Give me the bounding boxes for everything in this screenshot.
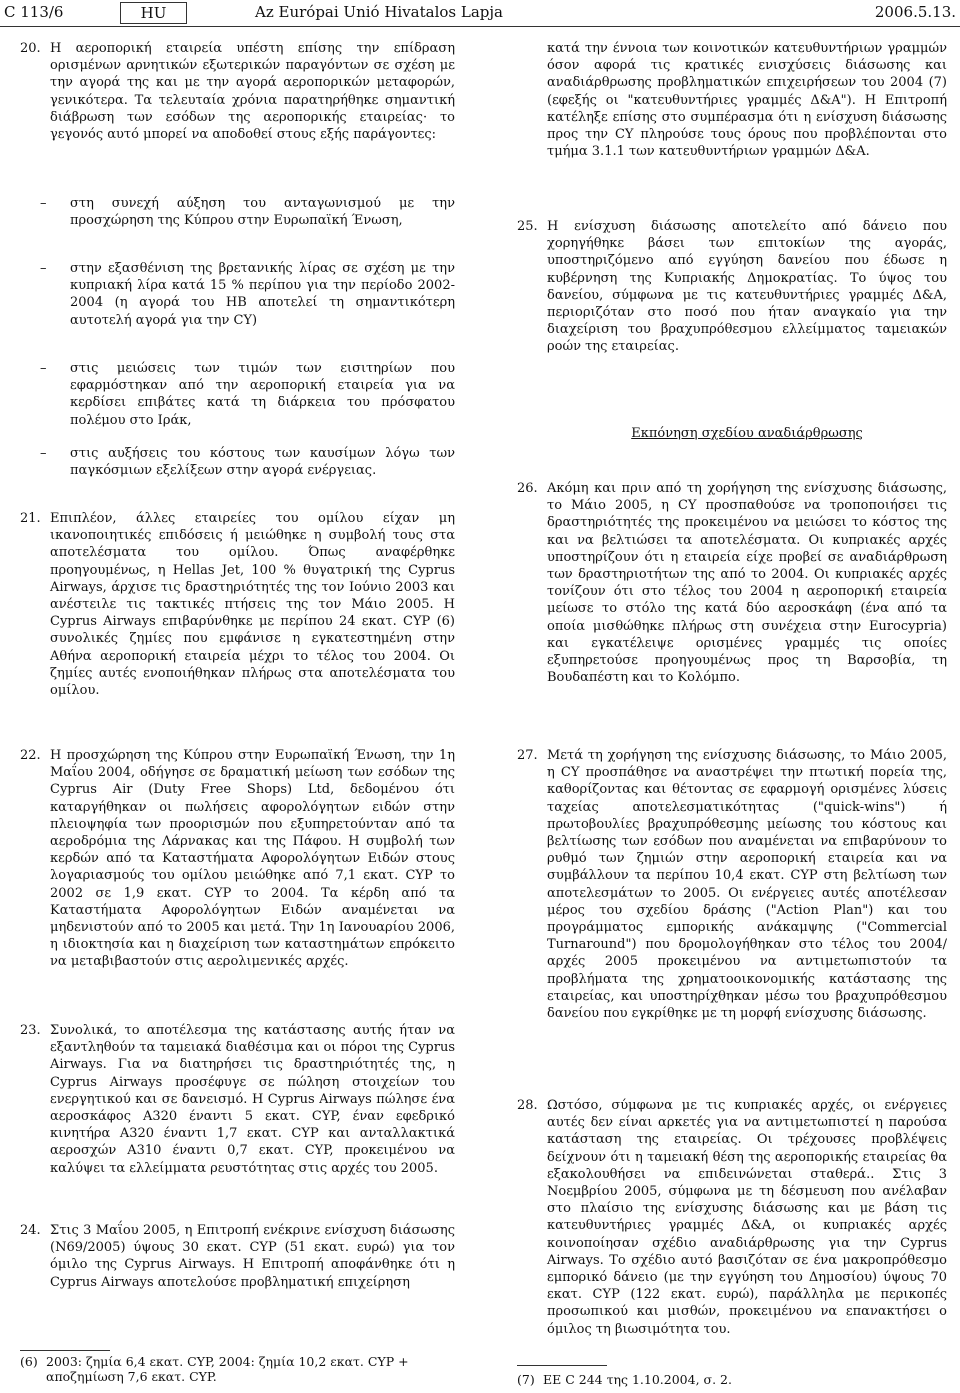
paragraph-24-continuation bbox=[517, 40, 947, 160]
dash-item bbox=[40, 195, 455, 229]
paragraph-26 bbox=[517, 480, 947, 686]
paragraph-21 bbox=[20, 510, 455, 699]
paragraph-23 bbox=[20, 1022, 455, 1177]
right-column-top bbox=[517, 40, 947, 730]
dash-mark: – bbox=[40, 446, 47, 461]
header-rule bbox=[0, 26, 960, 27]
dash-item-text: στις μειώσεις των τιμών των εισιτηρίων που εφαρμόστηκαν από την αεροπορική εταιρεία για να κερδίσει επιβάτες κατά τη διάρκεια του πρόσφατου πολέμου στο Ιράκ, bbox=[70, 361, 455, 428]
footnote-7 bbox=[517, 1372, 947, 1387]
right-column-bottom bbox=[517, 747, 947, 1347]
journal-title: Az Európai Unió Hivatalos Lapja bbox=[255, 3, 503, 21]
paragraph-number: 24. bbox=[20, 1223, 41, 1238]
paragraph-number: 27. bbox=[517, 748, 538, 763]
footnote-rule-left bbox=[20, 1350, 110, 1351]
footnote-6 bbox=[20, 1354, 455, 1384]
paragraph-28 bbox=[517, 1097, 947, 1338]
dash-item-text: στη συνεχή αύξηση του ανταγωνισμού με την προσχώρηση της Κύπρου στην Ευρωπαϊκή Ένωση, bbox=[70, 196, 455, 229]
dash-item bbox=[40, 445, 455, 479]
paragraph-number: 23. bbox=[20, 1023, 41, 1038]
paragraph-text: Η αεροπορική εταιρεία υπέστη επίσης την επίδραση ορισμένων αρνητικών εξωτερικών παραγόντων σε σχέση με την αγορά της και με την αγορά αεροπορικών μεταφορών, γενικότερα. Τα τελευταία χρόνια παρατηρήθηκε σημαντική διάβρωση των εσόδων της αεροπορικής εταιρείας· το γεγονός αυτό μπορεί να αποδοθεί στους εξής παράγοντες: bbox=[50, 41, 455, 143]
dash-item bbox=[40, 360, 455, 429]
paragraph-25 bbox=[517, 218, 947, 356]
paragraph-number: 21. bbox=[20, 511, 41, 526]
dash-item-text: στην εξασθένιση της βρετανικής λίρας σε σχέση με την κυπριακή λίρα κατά 15 % περίπου για την περίοδο 2002-2004 (η αγορά του ΗΒ αποτελεί τη σημαντικότερη αυτοτελή αγορά για την CY) bbox=[70, 261, 455, 328]
dash-mark: – bbox=[40, 261, 47, 276]
paragraph-number: 22. bbox=[20, 748, 41, 763]
series-page-number: C 113/6 bbox=[4, 3, 64, 21]
paragraph-text: Η προσχώρηση της Κύπρου στην Ευρωπαϊκή Ένωση, την 1η Μαΐου 2004, οδήγησε σε δραματική μείωση των εσόδων της Cyprus Air (Duty Free Shops) Ltd, δεδομένου ότι καταργήθηκαν οι πωλήσεις αφορολόγητων ειδών στην πλειοψηφία των προορισμών που εξυπηρετούνταν από τα αεροδρόμια της Λάρνακας και της Πάφου. Η συμβολή των κερδών από τα Καταστήματα Αφορολόγητων Ειδών στους λογαριασμούς του ομίλου μειώθηκε από 7,1 εκατ. CYP το 2002 σε 1,9 εκατ. CYP το 2004. Τα κέρδη από τα Καταστήματα Αφορολόγητων Ειδών αναμένεται να μηδενιστούν από το 2005 και μετά. Την 1η Ιανουαρίου 2006, η ιδιοκτησία και η διαχείριση των καταστημάτων επρόκειτο να μεταβιβαστούν στις αερολιμενικές αρχές. bbox=[50, 748, 455, 970]
footnote-text: 2003: ζημία 6,4 εκατ. CYP, 2004: ζημία 10,2 εκατ. CYP + αποζημίωση 7,6 εκατ. CYP. bbox=[46, 1354, 409, 1384]
paragraph-number: 26. bbox=[517, 481, 538, 496]
paragraph-number: 20. bbox=[20, 41, 41, 56]
dash-mark: – bbox=[40, 361, 47, 376]
left-column-top bbox=[20, 40, 455, 730]
footnote-marker: (7) bbox=[517, 1372, 535, 1387]
dash-item-text: στις αυξήσεις του κόστους των καυσίμων λόγω των παγκόσμιων εξελίξεων στην αγορά ενέργειας. bbox=[70, 446, 455, 479]
section-heading: Εκπόνηση σχεδίου αναδιάρθρωσης bbox=[631, 426, 863, 441]
paragraph-number: 25. bbox=[517, 219, 538, 234]
paragraph-text: Επιπλέον, άλλες εταιρείες του ομίλου είχαν μη ικανοποιητικές επιδόσεις ή μειώθηκε η συμβολή τους στα αποτελέσματα του ομίλου. Όπως αναφέρθηκε προηγουμένως, η Hellas Jet, 100 % θυγατρική της Cyprus Airways, άρχισε τις δραστηριότητές της τον Ιούνιο 2003 και ανέστειλε τις τακτικές πτήσεις της τον Μάιο 2005. Η Cyprus Airways επιβαρύνθηκε με περίπου 24 εκατ. CYP (6) συνολικές ζημίες που εμφάνισε η εγκατεστημένη στην Αθήνα αεροπορική εταιρεία μέχρι το τέλος του 2004. Οι ζημίες αυτές ενοποιήθηκαν πλήρως στα αποτελέσματα του ομίλου. bbox=[50, 511, 455, 699]
paragraph-text: Ακόμη και πριν από τη χορήγηση της ενίσχυσης διάσωσης, το Μάιο 2005, η CY προσπαθούσε να τροποποιήσει τις δραστηριότητές της προκειμένου να μειώσει το κόστος της και να βελτιώσει τα αποτελέσματα. Οι κυπριακές αρχές υποστηρίζουν ότι η εταιρεία είχε προβεί σε αναδιάρθρωση των δραστηριοτήτων της από το 2004. Οι κυπριακές αρχές τονίζουν ότι στο τέλος του 2004 η αεροπορική εταιρεία μείωσε το στόλο της κατά δύο αεροσκάφη (ένα από τα οποία μισθώθηκε πλήρως στη συνέχεια στην Eurocypria) και εγκατέλειψε ορισμένες γραμμές τις οποίες εξυπηρετούσε προηγουμένως προς τη Βαρσοβία, τη Βουδαπέστη και το Κολόμπο. bbox=[547, 481, 947, 686]
paragraph-24 bbox=[20, 1222, 455, 1291]
left-column-bottom bbox=[20, 747, 455, 1327]
footnote-rule-right bbox=[517, 1365, 607, 1366]
paragraph-22 bbox=[20, 747, 455, 971]
paragraph-text: κατά την έννοια των κοινοτικών κατευθυντήριων γραμμών όσον αφορά τις κρατικές ενισχύσεις διάσωσης και αναδιάρθρωσης προβληματικών επιχειρήσεων του 2004 (7) (εφεξής οι "κατευθυντήριες γραμμές Δ&Α"). Η Επιτροπή κατέληξε επίσης στο συμπέρασμα ότι η ενίσχυση διάσωσης προς την CY πληρούσε τους όρους που προβλέπονται στο τμήμα 3.1.1 των κατευθυντήριων γραμμών Δ&Α. bbox=[547, 41, 947, 160]
paragraph-number: 28. bbox=[517, 1098, 538, 1113]
paragraph-text: Στις 3 Μαΐου 2005, η Επιτροπή ενέκρινε ενίσχυση διάσωσης (N69/2005) ύψους 30 εκατ. CYP (51 εκατ. ευρώ) για τον όμιλο της Cyprus Airways. Η Επιτροπή αποφάνθηκε ότι η Cyprus Airways αποτελούσε προβληματική επιχείρηση bbox=[50, 1223, 455, 1290]
dash-mark: – bbox=[40, 196, 47, 211]
footnote-text: EE C 244 της 1.10.2004, σ. 2. bbox=[543, 1372, 732, 1387]
paragraph-text: Μετά τη χορήγηση της ενίσχυσης διάσωσης, το Μάιο 2005, η CY προσπάθησε να αναστρέψει την πτωτική πορεία της, καθορίζοντας και θέτοντας σε εφαρμογή ορισμένες λύσεις ταχείας αποτελεσματικότητας ("quick-wins") ή πρωτοβουλίες βραχυπρόθεσμης μείωσης του κόστους και βελτίωσης των εσόδων που αναμένεται να επιβαρύνουν το ρυθμό των ζημιών στην αεροπορική εταιρεία και να συμβάλλουν τα περίπου 10,4 εκατ. CYP στη βελτίωση των αποτελεσμάτων το 2005. Οι ενέργειες αυτές αποτέλεσαν μέρος του σχεδίου δράσης ("Action Plan") και του προγράμματος εμπορικής ανάκαμψης ("Commercial Turnaround") που δρομολογήθηκαν στο τέλος του 2004/αρχές 2005 προκειμένου να αντιμετωπιστούν τα προβλήματα της χρηματοοικονομικής κατάστασης της εταιρείας, και υποστηρίχθηκαν μέσω του βραχυπρόθεσμου δανείου που εγκρίθηκε με τη μορφή ενίσχυσης διάσωσης. bbox=[547, 748, 947, 1022]
paragraph-20 bbox=[20, 40, 455, 143]
footnote-marker: (6) bbox=[20, 1354, 38, 1369]
paragraph-text: Η ενίσχυση διάσωσης αποτελείτο από δάνειο που χορηγήθηκε βάσει των επιτοκίων της αγοράς, υποστηριζόμενο από εγγύηση δανείου που έδωσε η κυβέρνηση της Κυπριακής Δημοκρατίας. Το ύψος του δανείου, σύμφωνα με τις κατευθυντήριες γραμμές Δ&Α, περιοριζόταν στο ποσό που ήταν αναγκαίο για την διαχείριση του βραχυπρόθεσμου ελλείμματος ταμειακών ροών της εταιρείας. bbox=[547, 219, 947, 355]
publication-date: 2006.5.13. bbox=[874, 3, 956, 21]
language-code-box: HU bbox=[120, 2, 187, 24]
page-header bbox=[0, 0, 960, 28]
dash-item bbox=[40, 260, 455, 329]
paragraph-text: Ωστόσο, σύμφωνα με τις κυπριακές αρχές, οι ενέργειες αυτές δεν είναι αρκετές για να αντιμετωπιστεί η παρούσα κατάσταση της εταιρείας. Οι τρέχουσες προβλέψεις δείχνουν ότι η ταμειακή θέση της αεροπορικής εταιρείας θα εξακολουθήσει να επιδεινώνεται σταθερά.. Στις 3 Νοεμβρίου 2005, σύμφωνα με τη δέσμευση που ανέλαβαν στο πλαίσιο της ενίσχυσης διάσωσης και με βάση τις κατευθυντήριες γραμμές Δ&Α, οι κυπριακές αρχές κοινοποίησαν σχέδιο αναδιάρθρωσης για την Cyprus Airways. Το σχέδιο αυτό βασιζόταν σε ένα μακροπρόθεσμο εμπορικό δάνειο (με την εγγύηση του Δημοσίου) ύψους 70 εκατ. CYP (122 εκατ. ευρώ), παράλληλα με περικοπές προσωπικού και μισθών, προκειμένου να επανακτήσει ο όμιλος τη βιωσιμότητα του. bbox=[547, 1098, 947, 1337]
paragraph-text: Συνολικά, το αποτέλεσμα της κατάστασης αυτής ήταν να εξαντληθούν τα ταμειακά διαθέσιμα και οι πόροι της Cyprus Airways. Για να διατηρήσει τις δραστηριότητές της, η Cyprus Airways προσέφυγε σε πώληση στοιχείων του ενεργητικού και σε δανεισμό. Η Cyprus Airways πώλησε ένα αεροσκάφος A320 έναντι 5 εκατ. CYP, έναν εφεδρικό κινητήρα A320 έναντι 1,7 εκατ. CYP και ανταλλακτικά αεροσχών A310 έναντι 0,7 εκατ. CYP, προκειμένου να καλύψει τα ελλείμματα ρευστότητας στις αρχές του 2005. bbox=[50, 1023, 455, 1176]
paragraph-27 bbox=[517, 747, 947, 1022]
